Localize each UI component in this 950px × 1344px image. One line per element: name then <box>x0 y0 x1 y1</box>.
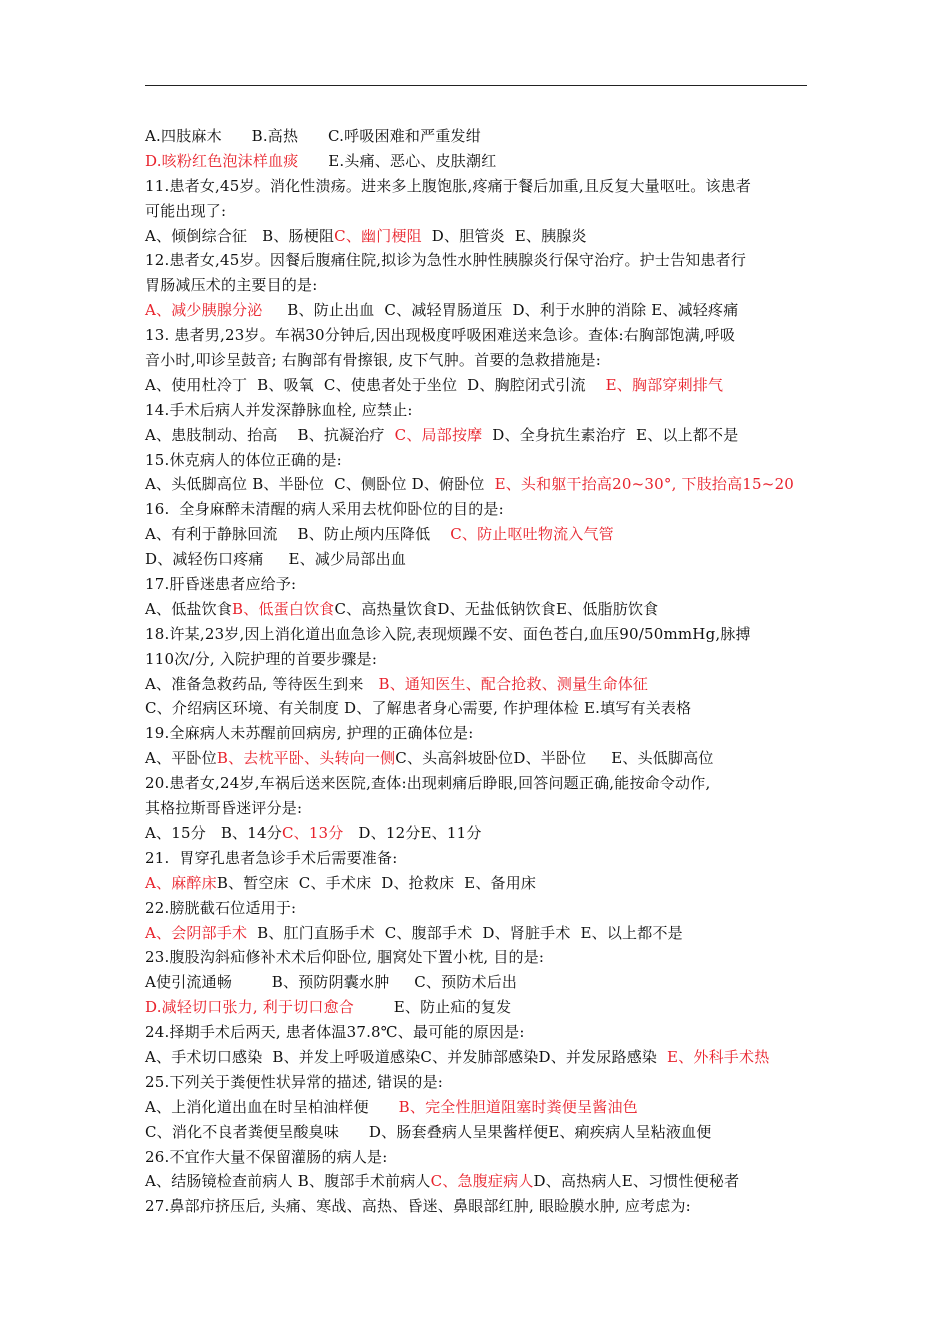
text-segment: 19.全麻病人未苏醒前回病房, 护理的正确体位是: <box>145 724 474 743</box>
text-segment: 17.肝昏迷患者应给予: <box>145 575 297 594</box>
text-line <box>145 995 810 1020</box>
text-segment: D、减轻伤口疼痛 E、减少局部出血 <box>145 550 407 569</box>
text-line <box>145 1169 810 1194</box>
text-line <box>145 771 810 796</box>
text-line <box>145 647 810 672</box>
text-segment: B、肛门直肠手术 C、腹部手术 D、肾脏手术 E、以上都不是 <box>247 923 683 942</box>
text-segment: A、15分 B、14分 <box>145 823 282 842</box>
text-line <box>145 945 810 970</box>
text-segment: D、全身抗生素治疗 E、以上都不是 <box>482 425 739 444</box>
text-line <box>145 896 810 921</box>
answer-option: E、外科手术热 <box>667 1047 770 1066</box>
text-segment: 27.鼻部疖挤压后, 头痛、寒战、高热、昏迷、鼻眼部红肿, 眼睑膜水肿, 应考虑为: <box>145 1197 691 1216</box>
text-line <box>145 472 810 497</box>
text-segment: 23.腹股沟斜疝修补术术后仰卧位, 腘窝处下置小枕, 目的是: <box>145 948 545 967</box>
text-line <box>145 373 810 398</box>
text-line <box>145 1120 810 1145</box>
text-line <box>145 423 810 448</box>
text-segment: 12.患者女,45岁。因餐后腹痛住院,拟诊为急性水肿性胰腺炎行保守治疗。护士告知患者行 <box>145 251 747 270</box>
text-line <box>145 522 810 547</box>
answer-option: C、防止呕吐物流入气管 <box>450 525 614 544</box>
text-segment: 音小时,叩诊呈鼓音; 右胸部有骨擦银, 皮下气肿。首要的急救措施是: <box>145 351 601 370</box>
answer-option: C、13分 <box>281 823 344 842</box>
text-line <box>145 796 810 821</box>
text-line <box>145 547 810 572</box>
text-line <box>145 821 810 846</box>
answer-option: E、胸部穿刺排气 <box>605 375 724 394</box>
text-line <box>145 1145 810 1170</box>
answer-option: B、完全性胆道阻塞时粪便呈酱油色 <box>398 1097 638 1116</box>
text-segment: 110次/分, 入院护理的首要步骤是: <box>145 649 378 668</box>
text-line <box>145 298 810 323</box>
text-line <box>145 672 810 697</box>
text-segment: A、手术切口感染 B、并发上呼吸道感染C、并发肺部感染D、并发尿路感染 <box>145 1047 668 1066</box>
text-line <box>145 323 810 348</box>
text-line <box>145 597 810 622</box>
answer-option: A、麻醉床 <box>145 873 217 892</box>
text-line <box>145 1070 810 1095</box>
text-line <box>145 846 810 871</box>
text-line <box>145 1020 810 1045</box>
text-segment: A、头低脚高位 B、半卧位 C、侧卧位 D、俯卧位 <box>145 475 495 494</box>
text-segment: A.四肢麻木 B.高热 C.呼吸困难和严重发绀 <box>145 127 481 145</box>
text-segment: 25.下列关于粪便性状异常的描述, 错误的是: <box>145 1072 444 1091</box>
text-segment: 可能出现了: <box>145 201 227 220</box>
text-line <box>145 348 810 373</box>
text-line <box>145 721 810 746</box>
answer-option: D.咳粉红色泡沫样血痰 <box>145 151 299 170</box>
answer-option: C、幽门梗阻 <box>334 226 422 245</box>
text-line <box>145 1194 810 1219</box>
text-line <box>145 622 810 647</box>
text-segment: A使引流通畅 B、预防阴囊水肿 C、预防术后出 <box>145 973 518 992</box>
text-segment: E.头痛、恶心、皮肤潮红 <box>298 151 497 170</box>
text-segment: E、防止疝的复发 <box>354 998 512 1017</box>
text-segment: D、12分E、11分 <box>343 823 482 842</box>
text-segment: A、使用杜冷丁 B、吸氧 C、使患者处于坐位 D、胸腔闭式引流 <box>145 375 606 394</box>
answer-option: E、头和躯干抬高20~30°, 下肢抬高15~20 <box>494 475 795 494</box>
text-line <box>145 1045 810 1070</box>
text-line <box>145 149 810 174</box>
text-line <box>145 970 810 995</box>
text-line <box>145 398 810 423</box>
text-segment: 其格拉斯哥昏迷评分是: <box>145 799 303 818</box>
answer-option: B、低蛋白饮食 <box>232 599 335 618</box>
text-line <box>145 199 810 224</box>
text-segment: C、高热量饮食D、无盐低钠饮食E、低脂肪饮食 <box>334 599 659 618</box>
text-segment: 24.择期手术后两天, 患者体温37.8℃、最可能的原因是: <box>145 1023 525 1042</box>
text-line <box>145 572 810 597</box>
text-line <box>145 1095 810 1120</box>
text-line <box>145 746 810 771</box>
text-segment: A、结肠镜检查前病人 B、腹部手术前病人 <box>145 1172 431 1191</box>
text-segment: 18.许某,23岁,因上消化道出血急诊入院,表现烦躁不安、面色苍白,血压90/50mmHg,脉搏 <box>145 624 751 643</box>
text-segment: C、消化不良者粪便呈酸臭味 D、肠套叠病人呈果酱样便E、痢疾病人呈粘液血便 <box>145 1122 712 1141</box>
answer-option: C、急腹症病人 <box>430 1172 534 1191</box>
text-line <box>145 497 810 522</box>
text-segment: 21. 胃穿孔患者急诊手术后需要准备: <box>145 848 398 867</box>
text-line <box>145 273 810 298</box>
answer-option: C、局部按摩 <box>394 425 483 444</box>
text-segment: 14.手术后病人并发深静脉血栓, 应禁止: <box>145 400 413 419</box>
text-line <box>145 174 810 199</box>
text-segment: 20.患者女,24岁,车祸后送来医院,查体:出现刺痛后睁眼,回答问题正确,能按命令动作, <box>145 774 711 793</box>
text-segment: 22.膀胱截石位适用于: <box>145 898 297 917</box>
text-segment: A、低盐饮食 <box>145 599 233 618</box>
text-segment: 胃肠减压术的主要目的是: <box>145 276 318 295</box>
answer-option: A、减少胰腺分泌 <box>145 301 263 320</box>
text-segment: C、头高斜坡卧位D、半卧位 E、头低脚高位 <box>395 749 714 768</box>
text-segment: B、暂空床 C、手术床 D、抢救床 E、备用床 <box>216 873 537 892</box>
text-segment: 15.休克病人的体位正确的是: <box>145 450 342 469</box>
text-segment: A、倾倒综合征 B、肠梗阻 <box>145 226 335 245</box>
text-segment: 26.不宜作大量不保留灌肠的病人是: <box>145 1147 388 1166</box>
answer-option: B、通知医生、配合抢救、测量生命体征 <box>378 674 649 693</box>
text-line <box>145 124 810 149</box>
text-segment: 11.患者女,45岁。消化性溃疡。进来多上腹饱胀,疼痛于餐后加重,且反复大量呕吐。该患者 <box>145 176 752 195</box>
text-segment: D、高热病人E、习惯性便秘者 <box>533 1172 740 1191</box>
question-list <box>145 124 810 1219</box>
text-segment: A、有利于静脉回流 B、防止颅内压降低 <box>145 525 451 544</box>
text-segment: C、介绍病区环境、有关制度 D、了解患者身心需要, 作护理体检 E.填写有关表格 <box>145 699 692 718</box>
text-line <box>145 921 810 946</box>
text-segment: B、防止出血 C、减轻胃肠道压 D、利于水肿的消除 E、减轻疼痛 <box>262 301 739 320</box>
text-line <box>145 248 810 273</box>
text-segment: A、平卧位 <box>145 749 217 768</box>
answer-option: D.减轻切口张力, 利于切口愈合 <box>145 998 354 1017</box>
header-rule <box>145 85 807 86</box>
answer-option: B、去枕平卧、头转向一侧 <box>216 749 396 768</box>
text-line <box>145 696 810 721</box>
text-segment: D、胆管炎 E、胰腺炎 <box>421 226 587 245</box>
text-line <box>145 871 810 896</box>
text-line <box>145 448 810 473</box>
text-segment: A、准备急救药品, 等待医生到来 <box>145 674 379 693</box>
text-segment: 13. 患者男,23岁。车祸30分钟后,因出现极度呼吸困难送来急诊。查体:右胸部饱满,呼吸 <box>145 326 736 345</box>
text-segment: A、上消化道出血在时呈柏油样便 <box>145 1097 399 1116</box>
answer-option: A、会阴部手术 <box>145 923 248 942</box>
text-line <box>145 224 810 249</box>
text-segment: A、患肢制动、抬高 B、抗凝治疗 <box>145 425 395 444</box>
text-segment: 16. 全身麻醉未清醒的病人采用去枕仰卧位的目的是: <box>145 500 504 519</box>
